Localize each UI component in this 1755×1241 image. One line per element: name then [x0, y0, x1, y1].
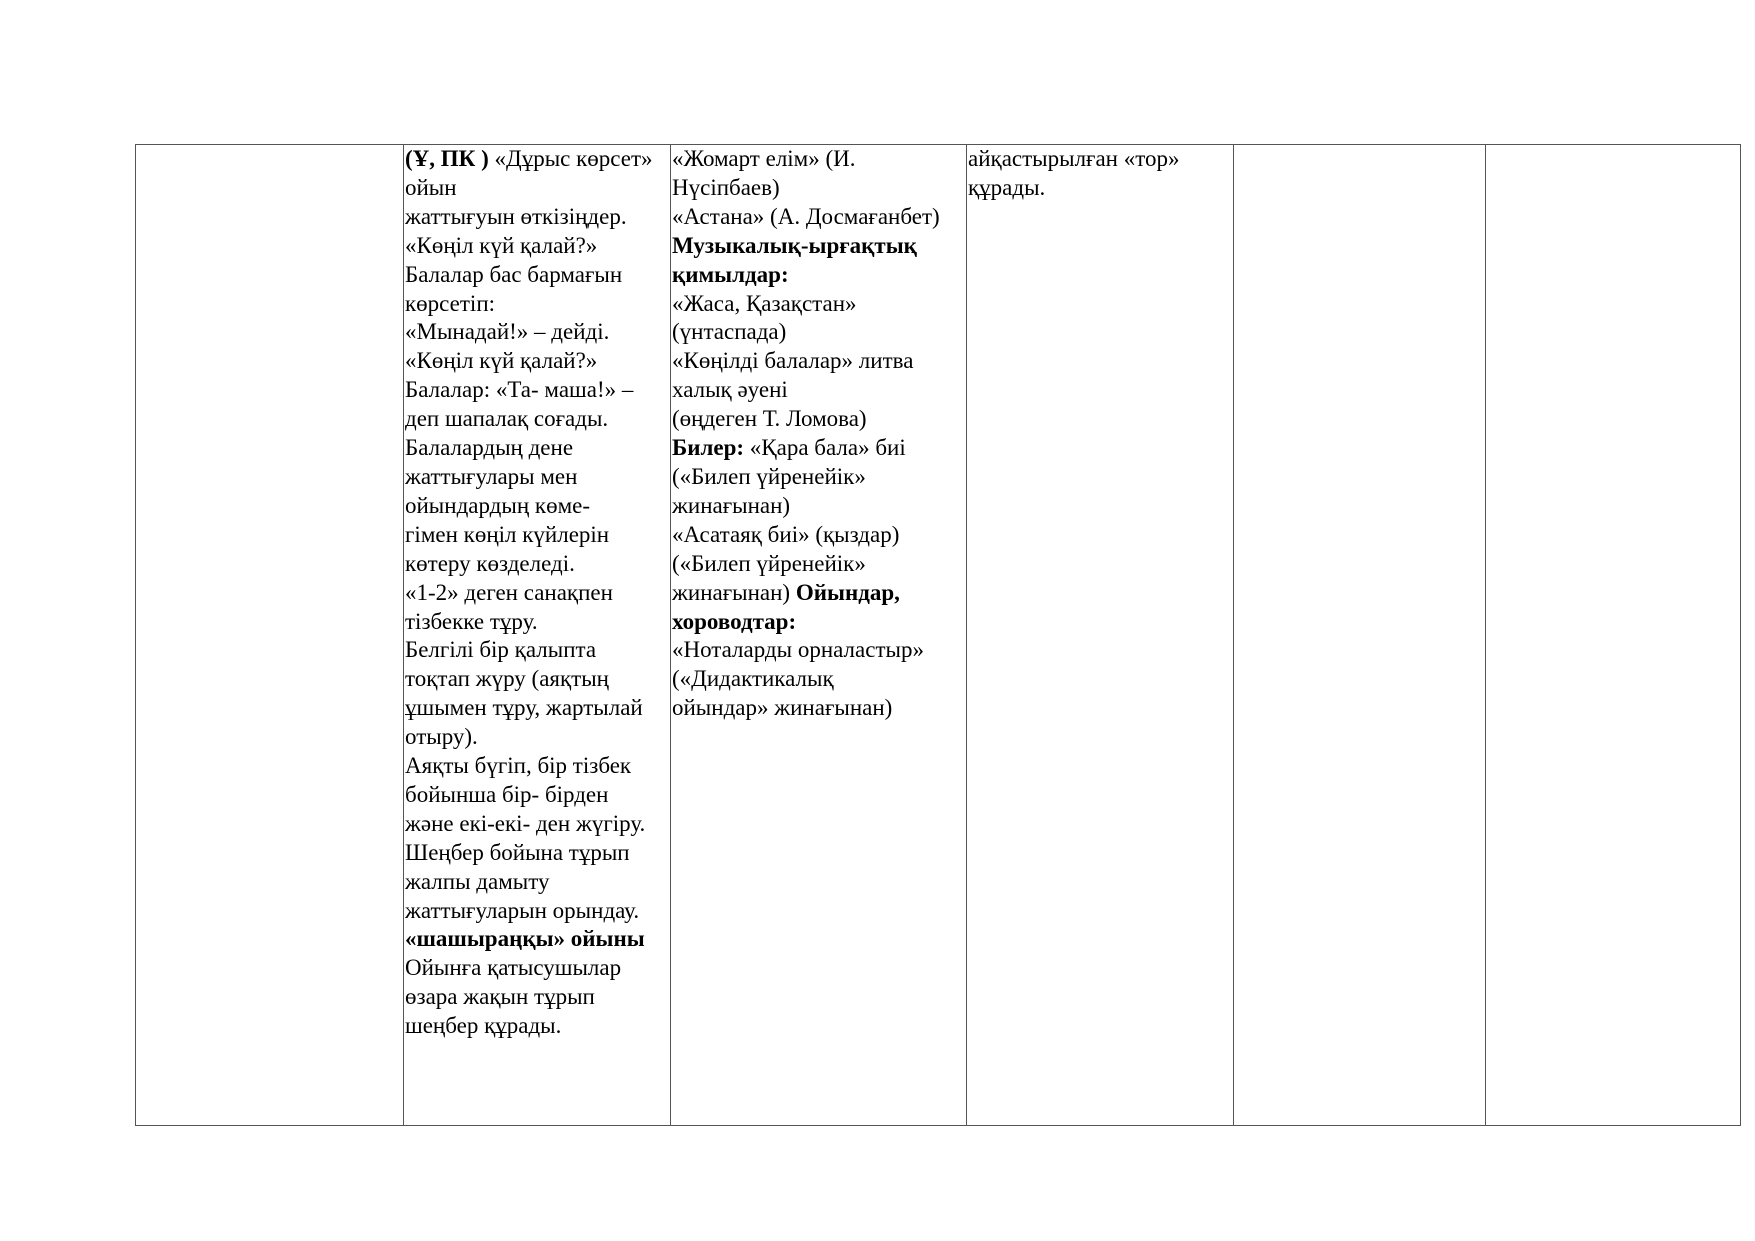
text-line	[405, 694, 669, 723]
text-line	[672, 434, 965, 463]
text-segment: «Мынадай!» – дейді.	[405, 319, 610, 345]
cell-music-text	[672, 145, 965, 723]
text-segment: Белгілі бір қалыпта	[405, 637, 597, 663]
text-line	[405, 925, 669, 954]
text-line	[405, 232, 669, 261]
text-line	[405, 752, 669, 781]
text-line	[672, 232, 965, 261]
text-line	[405, 463, 669, 492]
text-segment: «Қара бала» биі	[744, 435, 906, 461]
text-segment: «Көңіл күй қалай?»	[405, 348, 598, 374]
text-line	[405, 434, 669, 463]
text-segment: көрсетіп:	[405, 290, 496, 316]
text-segment: гімен көңіл күйлерін	[405, 521, 610, 547]
text-line	[405, 550, 669, 579]
text-line	[405, 810, 669, 839]
text-line	[672, 347, 965, 376]
text-line	[672, 550, 965, 579]
cell-activities-text	[405, 145, 669, 1041]
text-line	[672, 405, 965, 434]
text-line	[672, 521, 965, 550]
text-segment: «Асатаяқ биі» (қыздар)	[672, 521, 900, 547]
text-segment: көтеру көзделеді.	[405, 550, 575, 576]
text-line	[405, 1012, 669, 1041]
text-line	[405, 145, 669, 174]
text-segment: деп шапалақ соғады.	[405, 406, 609, 432]
cell-empty-5	[1234, 145, 1486, 1126]
bold-text-segment: хороводтар:	[672, 608, 797, 634]
text-line	[405, 839, 669, 868]
text-line	[672, 318, 965, 347]
text-segment: «Ноталарды орналастыр»	[672, 637, 924, 663]
text-segment: (өңдеген Т. Ломова)	[672, 406, 867, 432]
text-line	[405, 579, 669, 608]
text-segment: жаттығуын өткізіңдер.	[405, 203, 627, 229]
text-segment: ойын	[405, 174, 457, 200]
text-line	[672, 376, 965, 405]
bold-text-segment: (Ұ, ПК )	[405, 146, 489, 171]
text-line	[672, 492, 965, 521]
text-line	[672, 579, 965, 608]
text-line	[672, 694, 965, 723]
text-segment: айқастырылған «тор»	[968, 146, 1180, 171]
text-segment: өзара жақын тұрып	[405, 984, 595, 1010]
text-segment: («Дидактикалық	[672, 666, 834, 692]
text-line	[672, 290, 965, 319]
text-line	[405, 781, 669, 810]
text-segment: Балалар: «Та- маша!» –	[405, 377, 634, 403]
text-segment: (үнтаспада)	[672, 319, 787, 345]
text-segment: ойындардың көме-	[405, 492, 590, 518]
text-line	[405, 983, 669, 1012]
text-line	[405, 405, 669, 434]
text-line	[405, 665, 669, 694]
text-line	[405, 868, 669, 897]
text-segment: жинағынан)	[672, 492, 791, 518]
text-line	[672, 261, 965, 290]
cell-notes	[967, 145, 1234, 1126]
text-segment: Балалардың дене	[405, 435, 574, 461]
cell-notes-text	[968, 145, 1232, 203]
text-segment: ойындар» жинағынан)	[672, 695, 893, 721]
text-line	[405, 318, 669, 347]
bold-text-segment: Музыкалық-ырғақтық	[672, 232, 917, 258]
text-segment: ұшымен тұру, жартылай	[405, 695, 643, 721]
text-segment: тоқтап жүру (аяқтың	[405, 666, 609, 692]
cell-music	[671, 145, 967, 1126]
text-segment: Шеңбер бойына тұрып	[405, 839, 630, 865]
text-line	[672, 636, 965, 665]
bold-text-segment: «шашыраңқы» ойыны	[405, 926, 645, 952]
text-segment: Балалар бас бармағын	[405, 261, 623, 287]
text-line	[968, 174, 1232, 203]
text-segment: бойынша бір- бірден	[405, 781, 609, 807]
text-segment: («Билеп үйренейік»	[672, 463, 866, 489]
text-line	[672, 665, 965, 694]
text-segment: жинағынан)	[672, 579, 796, 605]
text-line	[405, 174, 669, 203]
text-segment: құрады.	[968, 174, 1046, 200]
text-segment: «Көңіл күй қалай?»	[405, 232, 598, 258]
text-line	[405, 492, 669, 521]
text-line	[405, 897, 669, 926]
text-line	[405, 376, 669, 405]
text-line	[672, 174, 965, 203]
text-segment: және екі-екі- ден жүгіру.	[405, 810, 646, 836]
text-segment: Ойынға қатысушылар	[405, 955, 622, 981]
plan-table	[135, 144, 1741, 1126]
text-line	[405, 521, 669, 550]
text-line	[405, 261, 669, 290]
text-segment: «Көңілді балалар» литва	[672, 348, 914, 374]
text-line	[405, 203, 669, 232]
text-segment: «1-2» деген санақпен	[405, 579, 613, 605]
text-line	[405, 954, 669, 983]
text-segment: «Жаса, Қазақстан»	[672, 290, 857, 316]
text-segment: жалпы дамыту	[405, 868, 550, 894]
text-line	[405, 636, 669, 665]
text-line	[405, 608, 669, 637]
text-segment: «Дұрыс көрсет»	[488, 146, 653, 171]
text-line	[672, 145, 965, 174]
text-segment: («Билеп үйренейік»	[672, 550, 866, 576]
cell-empty-1	[136, 145, 404, 1126]
text-segment: тізбекке тұру.	[405, 608, 538, 634]
text-segment: шеңбер құрады.	[405, 1013, 562, 1039]
text-segment: жаттығуларын орындау.	[405, 897, 640, 923]
text-segment: «Астана» (А. Досмағанбет)	[672, 203, 940, 229]
text-line	[405, 290, 669, 319]
cell-activities	[404, 145, 671, 1126]
text-segment: халық әуені	[672, 377, 788, 403]
text-line	[672, 203, 965, 232]
text-segment: отыру).	[405, 724, 478, 750]
bold-text-segment: Билер:	[672, 435, 745, 461]
text-line	[968, 145, 1232, 174]
text-segment: Нүсіпбаев)	[672, 174, 780, 200]
bold-text-segment: қимылдар:	[672, 261, 789, 287]
bold-text-segment: Ойындар,	[795, 579, 900, 605]
text-line	[405, 347, 669, 376]
text-segment: «Жомарт елім» (И.	[672, 146, 856, 171]
text-segment: жаттығулары мен	[405, 463, 578, 489]
text-line	[405, 723, 669, 752]
cell-empty-6	[1486, 145, 1741, 1126]
text-segment: Аяқты бүгіп, бір тізбек	[405, 753, 632, 779]
table-row	[136, 145, 1741, 1126]
text-line	[672, 608, 965, 637]
text-line	[672, 463, 965, 492]
